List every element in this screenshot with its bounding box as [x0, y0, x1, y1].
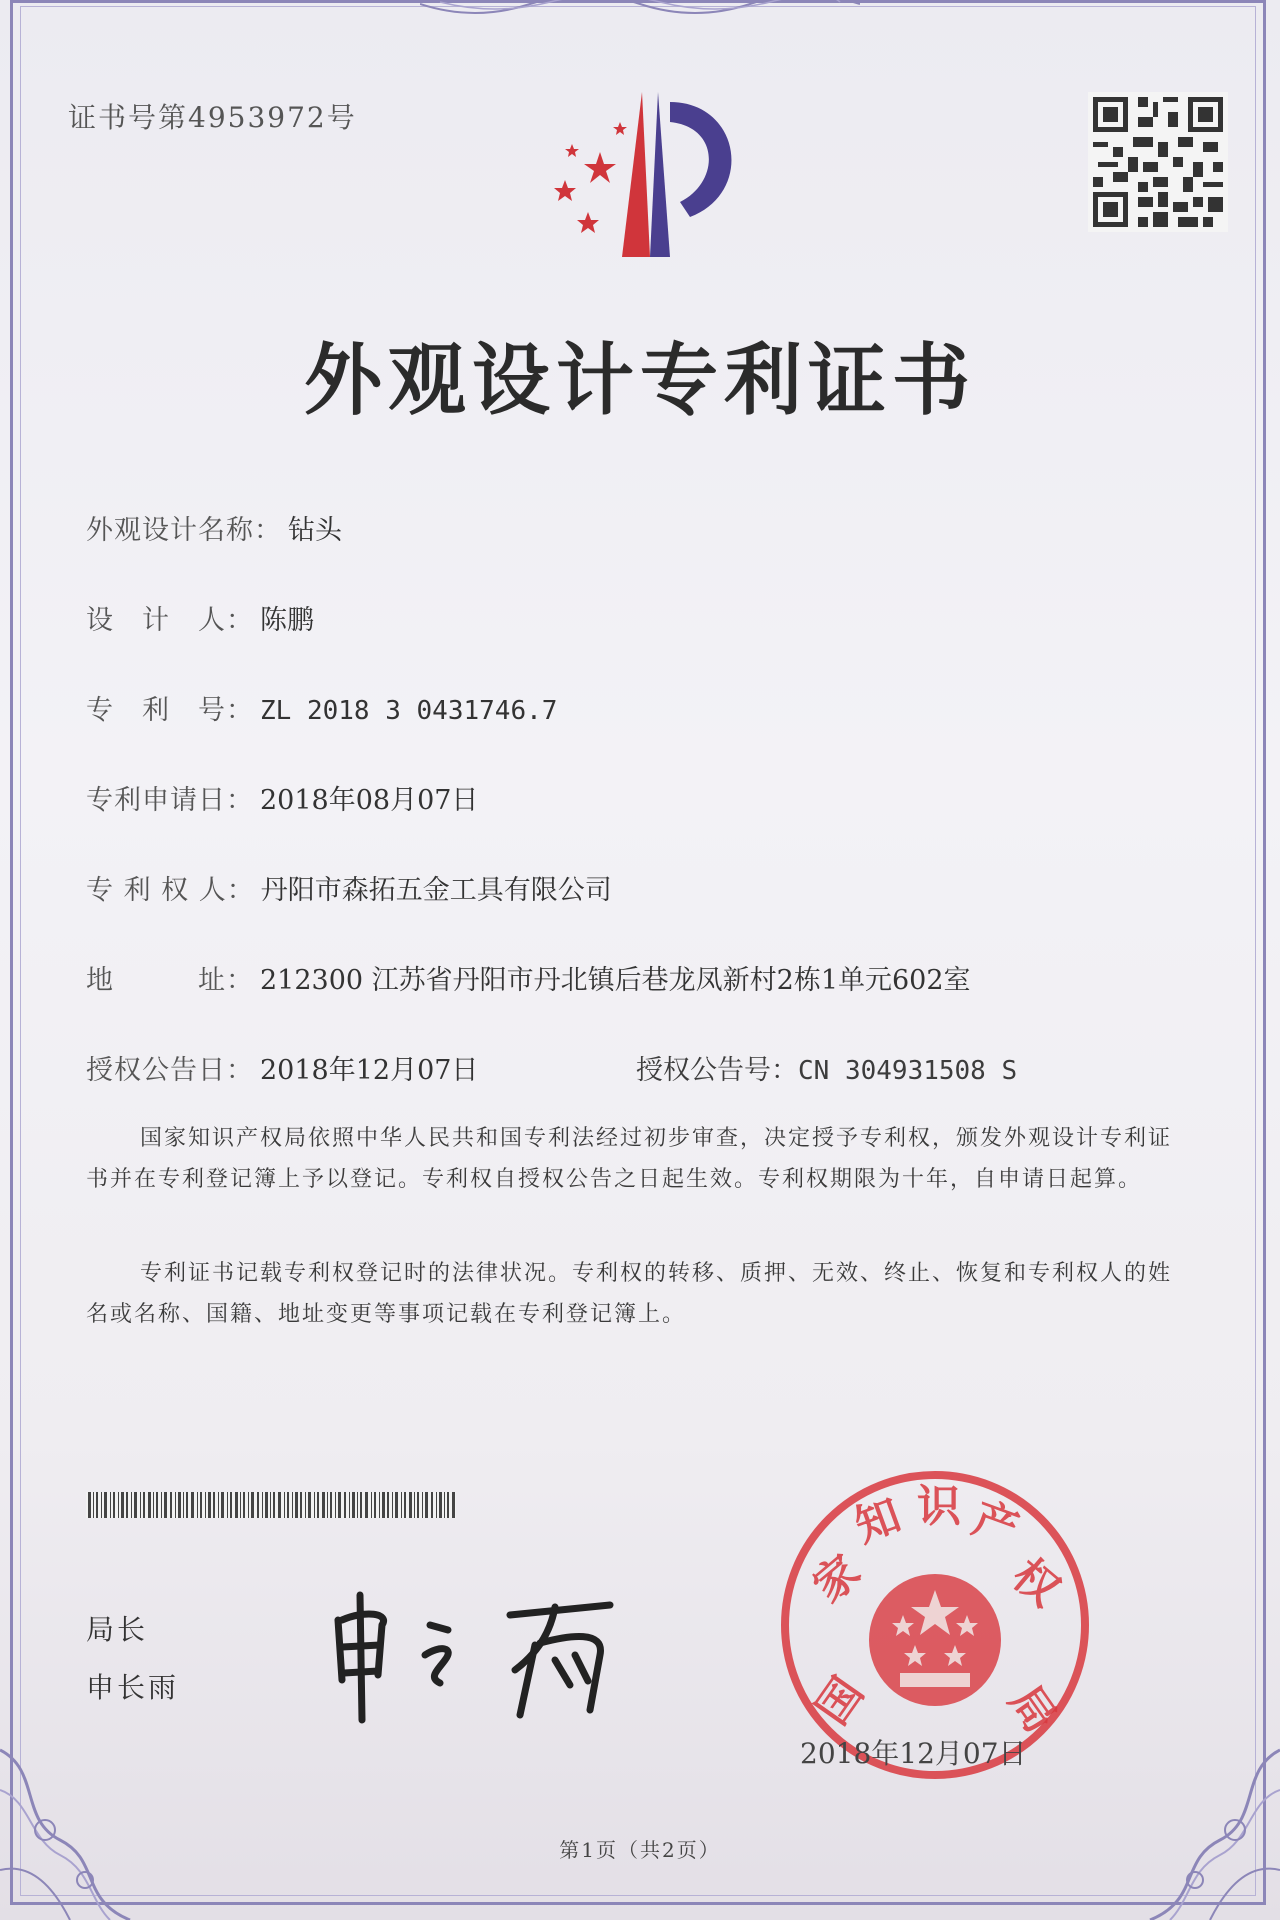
body-paragraph-1: 国家知识产权局依照中华人民共和国专利法经过初步审查，决定授予专利权，颁发外观设计专利证书并在专利登记簿上予以登记。专利权自授权公告之日起生效。专利权期限为十年，自申请日起算。: [86, 1126, 1173, 1192]
director-title: 局长: [86, 1613, 149, 1646]
designer-value: 陈鹏: [260, 605, 314, 636]
certificate-number: 证书号第4953972号: [68, 101, 357, 134]
svg-text:家: 家: [803, 1545, 871, 1613]
designer-label: 设 计 人：: [86, 605, 254, 636]
top-ornament: [420, 0, 860, 22]
svg-text:权: 权: [1002, 1549, 1069, 1617]
grant-date-label: 授权公告日：: [86, 1055, 254, 1086]
design-name-label: 外观设计名称：: [86, 515, 282, 546]
address-row: [86, 958, 971, 997]
patentee-label: 专 利 权 人：: [86, 875, 255, 906]
address-label: 地 址：: [86, 965, 254, 996]
grant-number-label: 授权公告号：: [636, 1055, 798, 1086]
corner-ornament-left: [0, 1690, 170, 1920]
page-number: 第1页（共2页）: [559, 1838, 721, 1862]
body-paragraph-2: 专利证书记载专利权登记时的法律状况。专利权的转移、质押、无效、终止、恢复和专利权人的姓名或名称、国籍、地址变更等事项记载在专利登记簿上。: [86, 1261, 1173, 1327]
patent-number-value: ZL 2018 3 0431746.7: [260, 696, 558, 726]
director-signature: [320, 1585, 640, 1725]
seal-date: 2018年12月07日: [800, 1737, 1027, 1770]
patent-number-row: [86, 688, 557, 727]
grant-number-row: [636, 1048, 1017, 1087]
svg-text:识: 识: [917, 1481, 961, 1532]
corner-ornament-right: [1110, 1690, 1280, 1920]
svg-text:局: 局: [998, 1676, 1066, 1743]
filing-date-value: 2018年08月07日: [260, 785, 479, 816]
filing-date-label: 专利申请日：: [86, 785, 254, 816]
svg-text:国: 国: [806, 1668, 874, 1734]
qr-code-icon: [1088, 92, 1228, 232]
designer-row: [86, 598, 314, 637]
barcode-icon: [86, 1492, 456, 1518]
filing-date-row: [86, 778, 478, 817]
address-value: 212300 江苏省丹阳市丹北镇后巷龙凤新村2栋1单元602室: [260, 965, 971, 996]
patent-number-label: 专 利 号：: [86, 695, 254, 726]
design-name-value: 钻头: [288, 515, 342, 546]
director-name: 申长雨: [86, 1671, 180, 1704]
grant-date-value: 2018年12月07日: [260, 1055, 479, 1086]
certificate-title: 外观设计专利证书: [303, 336, 976, 426]
svg-text:知: 知: [848, 1489, 908, 1553]
design-name-row: [86, 508, 342, 547]
grant-number-value: CN 304931508 S: [798, 1056, 1018, 1086]
grant-date-row: [86, 1048, 478, 1087]
svg-text:产: 产: [966, 1492, 1025, 1556]
cnipa-logo-icon: [530, 82, 770, 262]
patentee-value: 丹阳市森拓五金工具有限公司: [260, 875, 612, 906]
patentee-row: [86, 868, 612, 907]
